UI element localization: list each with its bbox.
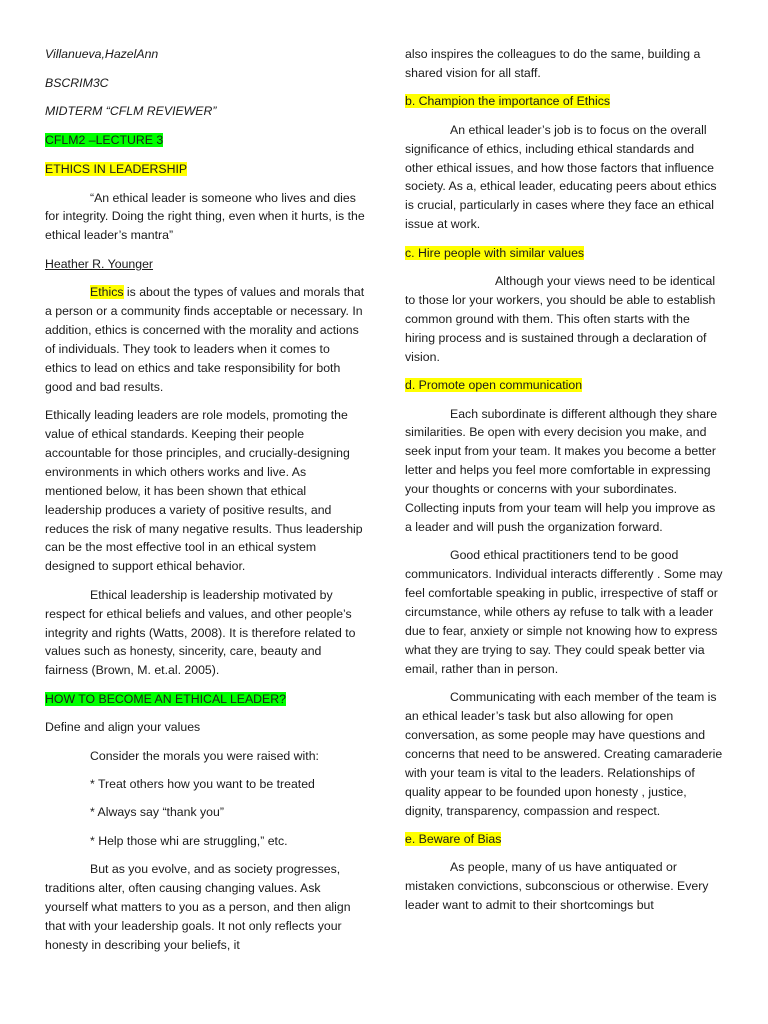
section-b-text: An ethical leader’s job is to focus on the overall significance of ethics, including ethical standards and other ethical issues, and how those factors that influence society. As a, ethical leader, educating peers about ethics is crucial, particularly in cases where they face an ethical issue at work. <box>405 122 717 232</box>
how-to-heading: HOW TO BECOME AN ETHICAL LEADER? <box>45 691 286 706</box>
section-d-text-2: Good ethical practitioners tend to be good communicators. Individual interacts differently . Some may feel comfortable speaking in public, irrespective of staff or circumstance, while others ay refuse to talk with a leader due to fear, anxiety or simple not knowing how to express what they are trying to say. They could speak better via email, rather than in person. <box>405 548 723 676</box>
left-column <box>45 45 365 964</box>
moral-item: * Help those whi are struggling,” etc. <box>90 833 288 848</box>
section-c-body: Although your views need to be identical to those lor your workers, you should be able to establish common ground with them. This often starts with the hiring process and is sustained through a declaration of vision. <box>405 274 716 364</box>
evolve-paragraph: But as you evolve, and as society progresses, traditions alter, often causing changing values. Ask yourself what matters to you as a person, and then align that with your leadership goals. It not only reflects your honesty in describing your beliefs, it <box>45 862 351 952</box>
moral-item: * Treat others how you want to be treated <box>90 776 315 791</box>
define-values-label: Define and align your values <box>45 720 201 735</box>
ethics-paragraph <box>45 283 365 396</box>
leadership-quote: “An ethical leader is someone who lives and dies for integrity. Doing the right thing, even when it hurts, is the ethical leader’s mantra” <box>45 190 365 243</box>
moral-item: * Always say “thank you” <box>90 805 224 820</box>
section-d-text-1: Each subordinate is different although they share similarities. Be open with every decision you make, and seek input from your team. It makes you become a better letter and helps you feel more comfortable in expressing your thoughts or concerns with your subordinates. Collecting inputs from your team will help you improve as a leader and will push the organization forward. <box>405 406 718 534</box>
right-column <box>405 45 723 925</box>
consider-morals: Consider the morals you were raised with: <box>90 748 319 763</box>
section-b-heading: b. Champion the importance of Ethics <box>405 94 611 109</box>
section-c-heading: c. Hire people with similar values <box>405 245 585 260</box>
ethics-term: Ethics <box>90 285 124 300</box>
quote-author: Heather R. Younger <box>45 256 154 271</box>
lecture-label: CFLM2 –LECTURE 3 <box>45 133 164 148</box>
continued-paragraph: also inspires the colleagues to do the same, building a shared vision for all staff. <box>405 47 701 80</box>
section-d-heading: d. Promote open communication <box>405 378 583 393</box>
section-c-text <box>405 272 723 367</box>
ethical-leadership-paragraph: Ethical leadership is leadership motivated by respect for ethical beliefs and values, and other people’s integrity and rights (Watts, 2008). It is therefore related to values such as honesty, sincerity, care, beauty and fairness (Brown, M. et.al. 2005). <box>45 587 356 678</box>
ethics-definition: is about the types of values and morals that a person or a community finds acceptable or necessary. In addition, ethics is concerned with the morality and actions of individuals. They took to leaders when it comes to ethics to lead on ethics and take responsibility for both good and bad results. <box>45 285 365 394</box>
section-e-text: As people, many of us have antiquated or mistaken convictions, subconscious or otherwise. Every leader want to admit to their shortcomings but <box>405 860 709 913</box>
role-model-paragraph: Ethically leading leaders are role models, promoting the value of ethical standards. Keeping their people accountable for those principles, and crucially-designing environments in which others works and live. As mentioned below, it has been shown that ethical leadership produces a variety of positive results, and reduces the risk of many negative results. Thus leadership can be the most effective tool in an ethical system designed to support ethical behavior. <box>45 408 363 574</box>
section-e-heading: e. Beware of Bias <box>405 832 502 847</box>
topic-heading: ETHICS IN LEADERSHIP <box>45 161 188 176</box>
course-code: BSCRIM3C <box>45 75 109 90</box>
author-name: Villanueva,HazelAnn <box>45 47 159 61</box>
exam-title: MIDTERM “CFLM REVIEWER” <box>45 104 217 119</box>
section-d-text-3: Communicating with each member of the team is an ethical leader’s task but also allowing for open conversation, as some people may have questions and concerns that need to be answered. Creating camaraderie with your team is vital to the leaders. Relationships of quality appear to be founded upon honesty , justice, dignity, transparency, compassion and respect. <box>405 690 723 818</box>
